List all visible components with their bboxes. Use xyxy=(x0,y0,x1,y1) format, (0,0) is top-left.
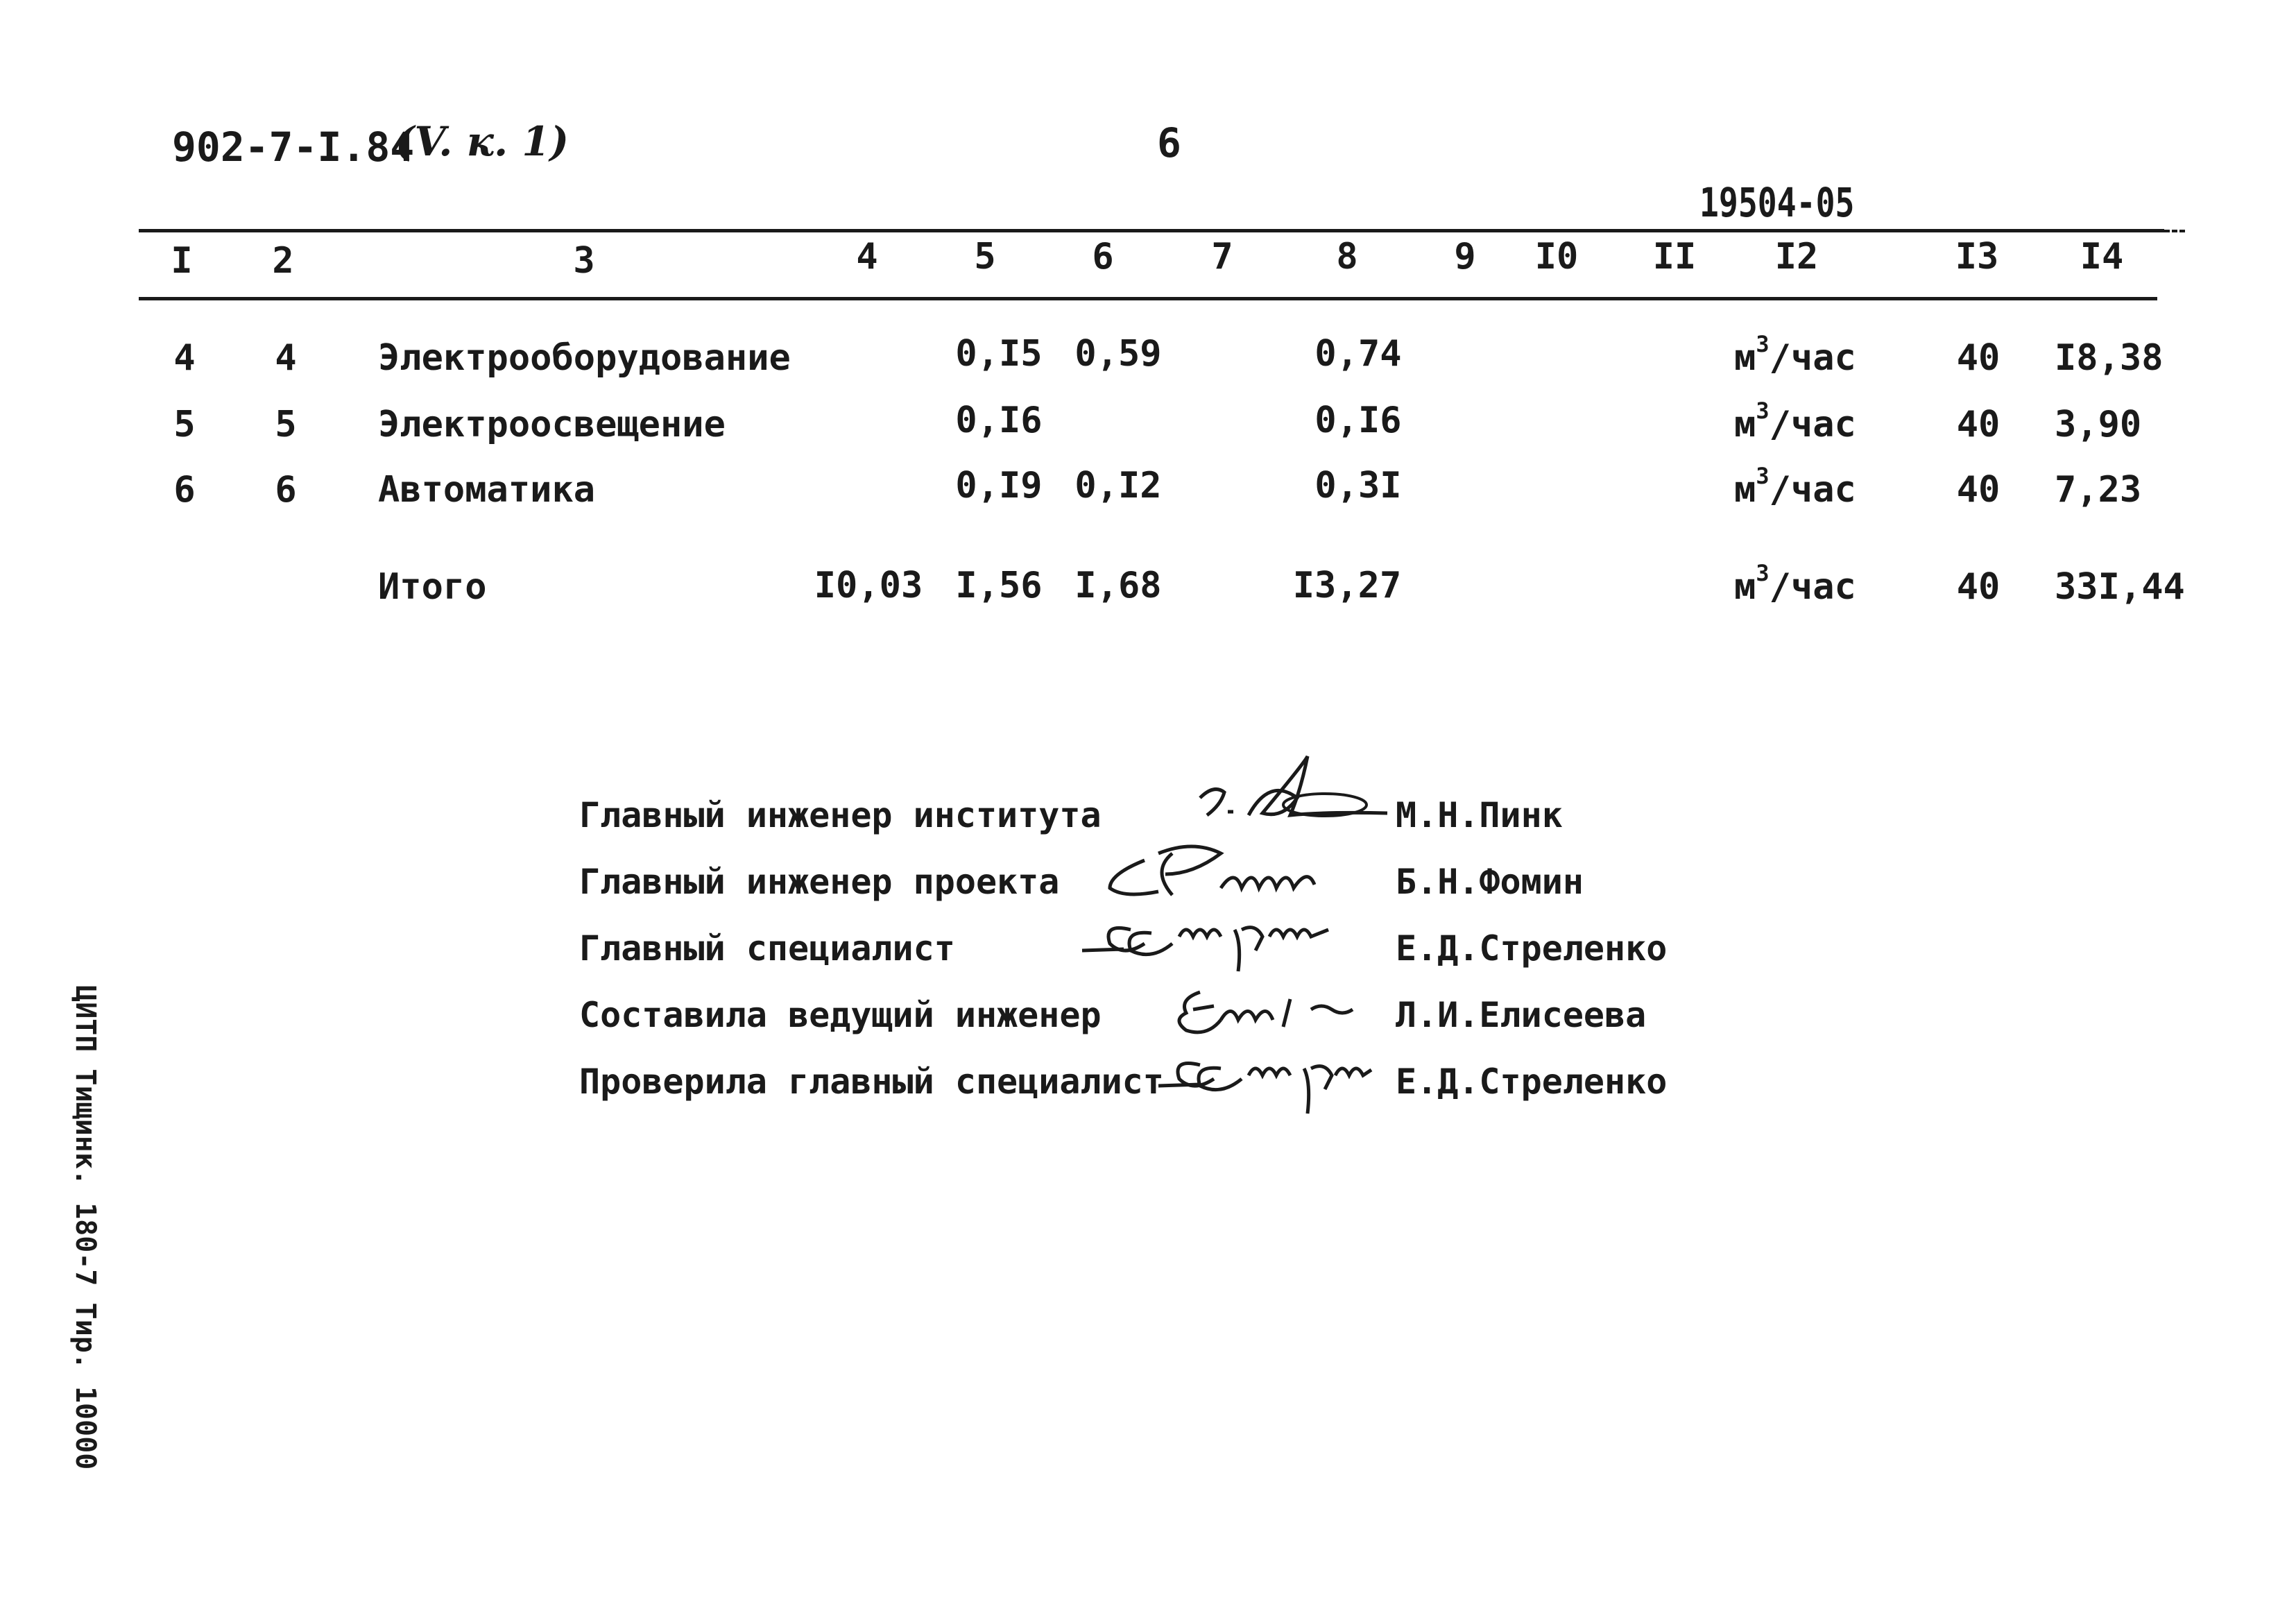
col-header-12: I2 xyxy=(1774,236,1819,278)
item-name: Электрооборудование xyxy=(378,337,791,379)
col-header-7: 7 xyxy=(1211,236,1233,278)
signature-role: Главный инженер института xyxy=(579,795,1102,835)
unit-superscript: 3 xyxy=(1756,331,1770,357)
unit-rest: /час xyxy=(1769,404,1856,445)
signature-role: Составила ведущий инженер xyxy=(579,995,1102,1035)
signature-role: Проверила главный специалист xyxy=(579,1062,1164,1102)
total-label: Итого xyxy=(378,566,487,608)
col-header-11: II xyxy=(1652,236,1697,278)
signature-name: Л.И.Елисеева xyxy=(1396,995,1647,1035)
col-header-9: 9 xyxy=(1454,236,1476,278)
col8-value: 0,I6 xyxy=(1314,400,1402,441)
total-col13: 40 xyxy=(1956,566,2001,608)
total-col6: I,68 xyxy=(1074,565,1162,606)
unit xyxy=(1734,398,1856,445)
signature-name: М.Н.Пинк xyxy=(1396,795,1563,835)
row-number: 6 xyxy=(173,469,196,511)
col5-value: 0,I5 xyxy=(955,333,1043,375)
row-number: 4 xyxy=(173,337,196,379)
signature-role: Главный специалист xyxy=(579,928,955,969)
col-header-14: I4 xyxy=(2080,236,2124,278)
col-header-10: I0 xyxy=(1534,236,1579,278)
col-header-3: 3 xyxy=(573,240,595,282)
col14-value: 3,90 xyxy=(2055,404,2142,445)
col13-value: 40 xyxy=(1956,469,2001,511)
unit-superscript: 3 xyxy=(1756,463,1770,489)
col-header-4: 4 xyxy=(856,236,878,278)
unit-base: м xyxy=(1734,566,1756,608)
col-header-2: 2 xyxy=(272,240,294,282)
inventory-number: 19504-05 xyxy=(1699,179,1855,226)
signature-scribble-1 xyxy=(1186,749,1394,833)
row-number: 5 xyxy=(173,404,196,445)
unit-rest: /час xyxy=(1769,469,1856,511)
unit-base: м xyxy=(1734,404,1756,445)
unit-rest: /час xyxy=(1769,566,1856,608)
total-col4: I0,03 xyxy=(814,565,923,606)
position-number: 4 xyxy=(275,337,297,379)
col6-value: 0,59 xyxy=(1074,333,1162,375)
total-col8: I3,27 xyxy=(1292,565,1402,606)
unit-superscript: 3 xyxy=(1756,398,1770,424)
total-unit xyxy=(1734,560,1856,608)
signature-name: Е.Д.Стреленко xyxy=(1396,928,1668,969)
col8-value: 0,74 xyxy=(1314,333,1402,375)
signature-role: Главный инженер проекта xyxy=(579,862,1060,902)
print-stamp: ЦИТП Тищинк. 180-7 Тир. 10000 xyxy=(69,985,101,1470)
doc-code: 902-7-I.84 xyxy=(172,123,415,171)
unit xyxy=(1734,331,1856,379)
col-header-13: I3 xyxy=(1955,236,1999,278)
col14-value: 7,23 xyxy=(2055,469,2142,511)
item-name: Электроосвещение xyxy=(378,404,726,445)
unit-base: м xyxy=(1734,469,1756,511)
col-header-5: 5 xyxy=(974,236,996,278)
table-header-rule xyxy=(139,297,2157,300)
col5-value: 0,I9 xyxy=(955,465,1043,506)
col14-value: I8,38 xyxy=(2055,337,2164,379)
col-header-1: I xyxy=(171,240,193,282)
unit-superscript: 3 xyxy=(1756,560,1770,586)
unit-base: м xyxy=(1734,337,1756,379)
signature-name: Е.Д.Стреленко xyxy=(1396,1062,1668,1102)
table-top-rule xyxy=(139,229,2164,232)
signature-name: Б.Н.Фомин xyxy=(1396,862,1584,902)
table-top-rule-dashed xyxy=(2164,230,2185,232)
total-col14: 33I,44 xyxy=(2055,566,2185,608)
col-header-6: 6 xyxy=(1092,236,1114,278)
position-number: 6 xyxy=(275,469,297,511)
doc-code-note: (V. к. 1) xyxy=(395,118,569,165)
signature-scribble-5 xyxy=(1151,1034,1373,1124)
page-number: 6 xyxy=(1157,119,1181,167)
col-header-8: 8 xyxy=(1336,236,1358,278)
position-number: 5 xyxy=(275,404,297,445)
total-col5: I,56 xyxy=(955,565,1043,606)
unit-rest: /час xyxy=(1769,337,1856,379)
col13-value: 40 xyxy=(1956,404,2001,445)
col6-value: 0,I2 xyxy=(1074,465,1162,506)
item-name: Автоматика xyxy=(378,469,596,511)
col8-value: 0,3I xyxy=(1314,465,1402,506)
unit xyxy=(1734,463,1856,511)
col13-value: 40 xyxy=(1956,337,2001,379)
col5-value: 0,I6 xyxy=(955,400,1043,441)
